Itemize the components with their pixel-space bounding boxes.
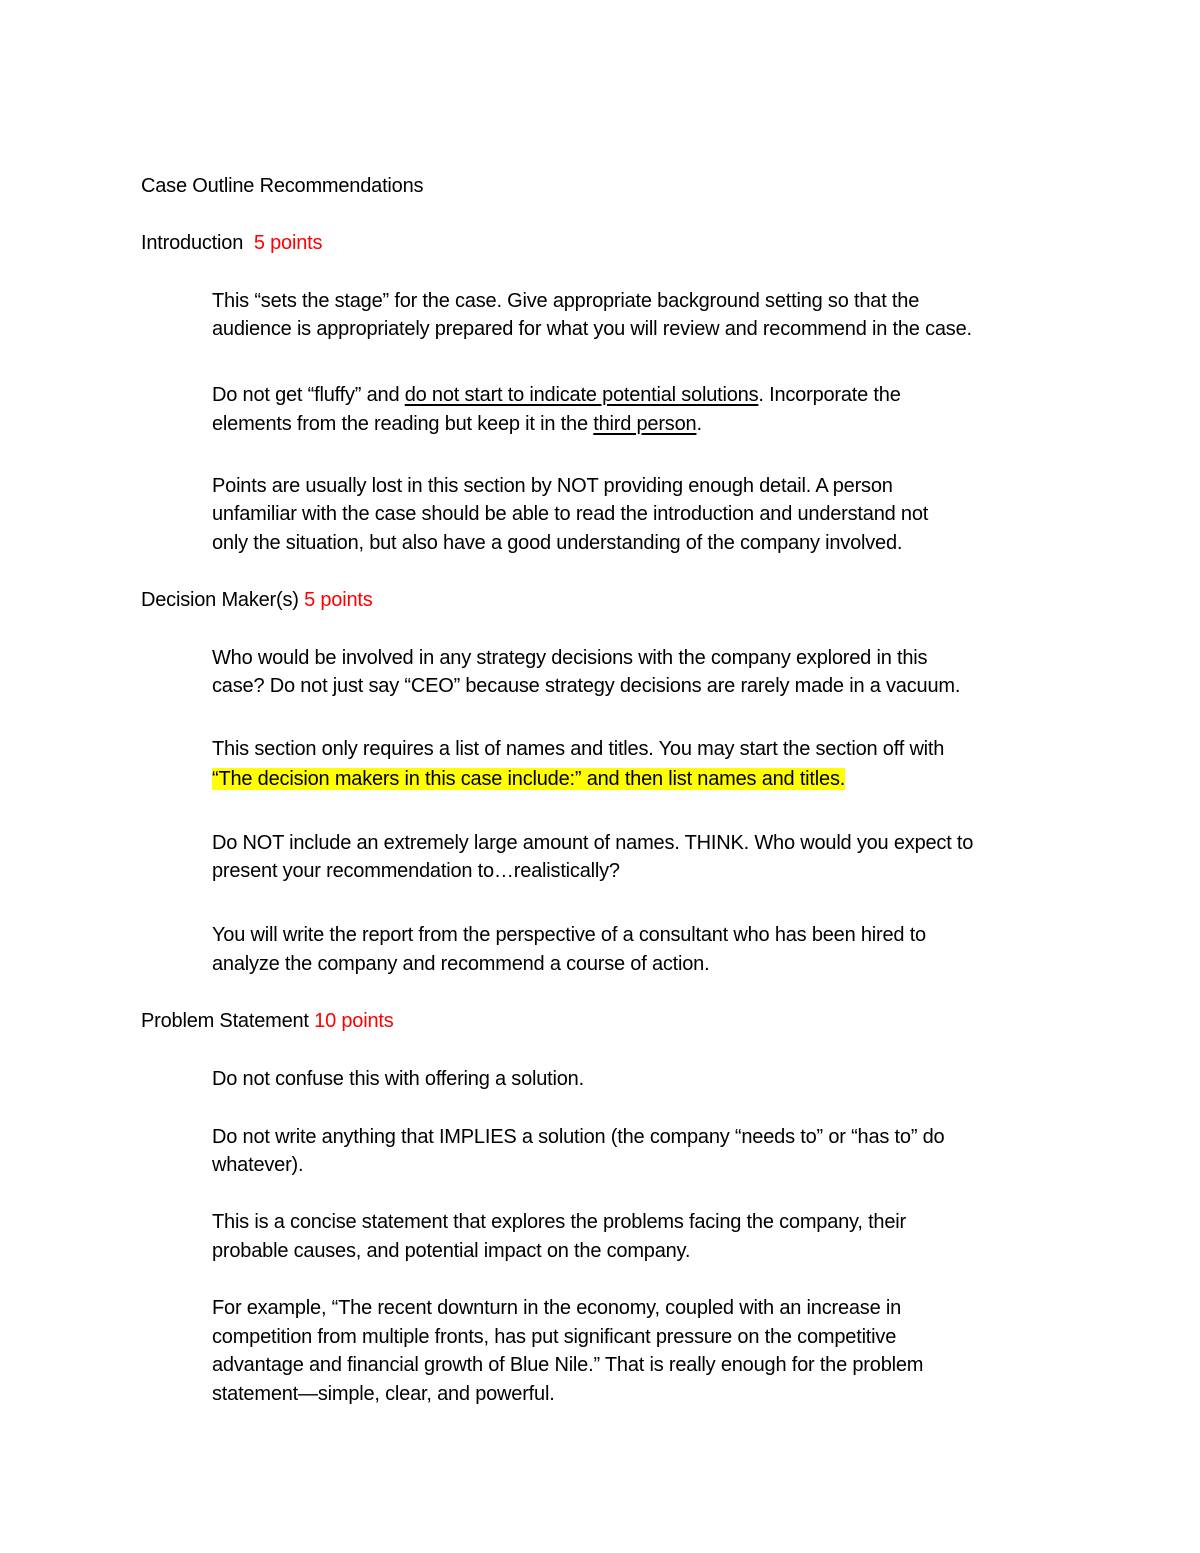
paragraph-line: This section only requires a list of names and titles. You may start the section off with (212, 738, 945, 760)
highlighted-text: “The decision makers in this case include:” and then list names and titles. (212, 768, 846, 790)
underlined-text: third person (593, 413, 697, 435)
paragraph-line: case? Do not just say “CEO” because strategy decisions are rarely made in a vacuum. (212, 675, 961, 697)
section-heading-introduction (141, 229, 322, 257)
section-heading-label: Decision Maker(s) (141, 589, 299, 611)
section-heading-label: Problem Statement (141, 1010, 309, 1032)
paragraph-line: Do NOT include an extremely large amount of names. THINK. Who would you expect to (212, 832, 974, 854)
paragraph-line: probable causes, and potential impact on the company. (212, 1240, 691, 1262)
document-title: Case Outline Recommendations (141, 175, 424, 197)
paragraph-line: unfamiliar with the case should be able to read the introduction and understand not (212, 503, 929, 525)
paragraph-line: audience is appropriately prepared for what you will review and recommend in the case. (212, 318, 972, 340)
section-heading-problem-statement (141, 1007, 394, 1035)
highlighted-line (212, 765, 845, 793)
underlined-text: do not start to indicate potential solutions (404, 384, 759, 406)
text-run: elements from the reading but keep it in the (212, 413, 594, 435)
paragraph-line: Who would be involved in any strategy decisions with the company explored in this (212, 647, 928, 669)
paragraph-line (212, 410, 702, 438)
paragraph-line: present your recommendation to…realistically? (212, 860, 620, 882)
paragraph-line: This is a concise statement that explores the problems facing the company, their (212, 1211, 906, 1233)
paragraph-line: You will write the report from the perspective of a consultant who has been hired to (212, 924, 926, 946)
paragraph-line: For example, “The recent downturn in the economy, coupled with an increase in (212, 1297, 902, 1319)
paragraph-line: competition from multiple fronts, has put significant pressure on the competitive (212, 1326, 897, 1348)
section-heading-decision-makers (141, 586, 373, 614)
paragraph-line (212, 381, 901, 409)
paragraph-line: Points are usually lost in this section by NOT providing enough detail. A person (212, 475, 893, 497)
paragraph-line: whatever). (212, 1154, 304, 1176)
paragraph-line: statement—simple, clear, and powerful. (212, 1383, 555, 1405)
points-badge: 5 points (304, 589, 373, 611)
text-run: . (696, 413, 702, 435)
paragraph-line: This “sets the stage” for the case. Give appropriate background setting so that the (212, 290, 920, 312)
paragraph-line: advantage and financial growth of Blue Nile.” That is really enough for the problem (212, 1354, 924, 1376)
points-badge: 10 points (314, 1010, 394, 1032)
section-heading-label: Introduction (141, 232, 244, 254)
paragraph-line: Do not write anything that IMPLIES a solution (the company “needs to” or “has to” do (212, 1126, 945, 1148)
paragraph-line: analyze the company and recommend a course of action. (212, 953, 710, 975)
text-run: Do not get “fluffy” and (212, 384, 405, 406)
paragraph-line: Do not confuse this with offering a solution. (212, 1068, 584, 1090)
points-badge: 5 points (253, 232, 323, 254)
text-run: . Incorporate the (758, 384, 901, 406)
paragraph-line: only the situation, but also have a good understanding of the company involved. (212, 532, 903, 554)
